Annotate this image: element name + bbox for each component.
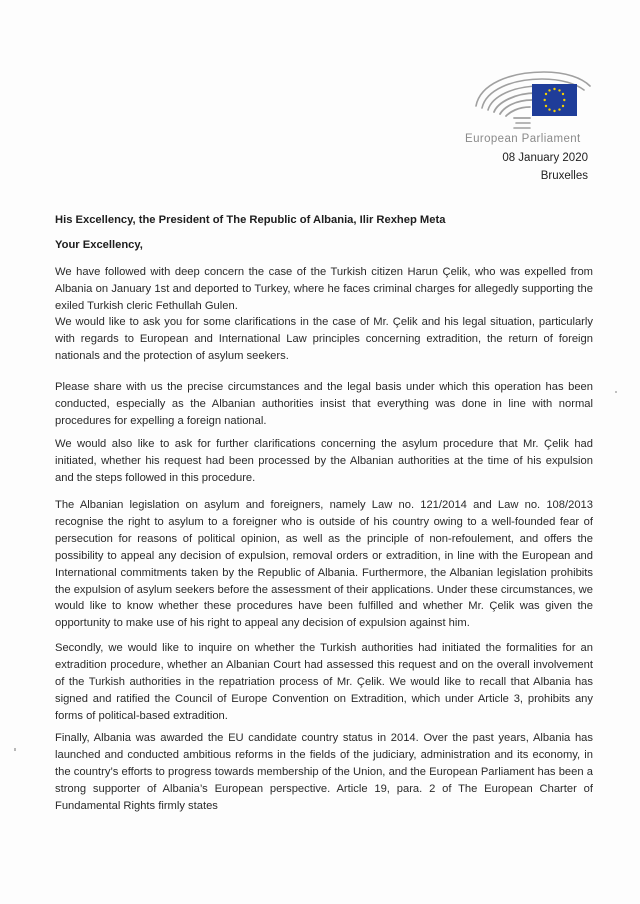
paragraph-1: We have followed with deep concern the case of the Turkish citizen Harun Çelik, who was expelled from Albania on January 1st and deported to Turkey, where he faces criminal charges for allegedly supporting the exiled Turkish cleric Fethullah Gulen. [55,266,593,312]
paragraph-2: We would like to ask you for some clarifications in the case of Mr. Çelik and his legal situation, particularly with regards to European and International Law principles concerning extradition, the return of foreign nationals and the protection of asylum seekers. [55,316,593,362]
scan-margin-mark [14,748,16,751]
paragraph-3: Please share with us the precise circumstances and the legal basis under which this operation has been conducted, especially as the Albanian authorities insist that everything was done in line with normal procedures for expelling a foreign national. [55,381,593,427]
letter-place: Bruxelles [540,170,588,182]
addressee: His Excellency, the President of The Republic of Albania, Ilir Rexhep Meta [55,214,446,226]
paragraph-7: Finally, Albania was awarded the EU candidate country status in 2014. Over the past years, Albania has launched and conducted ambitious reforms in the fields of the judiciary, administration and its economy, in the country’s efforts to progress towards membership of the Union, and the European Parliament has been a strong supporter of Albania’s European perspective. Article 19, para. 2 of The European Charter of Fundamental Rights firmly states [55,732,593,812]
paragraph-6: Secondly, we would like to inquire on whether the Turkish authorities had initiated the formalities for an extradition procedure, whether an Albanian Court had assessed this request and on the overall involvement of the Turkish authorities in the repatriation process of Mr. Çelik. We would like to recall that Albania has signed and ratified the Council of Europe Convention on Extradition, which under Article 3, prohibits any forms of political-based extradition. [55,642,593,722]
scan-dot-mark [615,391,617,393]
letter-date: 08 January 2020 [502,152,588,164]
paragraph-4: We would also like to ask for further clarifications concerning the asylum procedure that Mr. Çelik had initiated, whether his request had been processed by the Albanian authorities at the time of his expulsion and the steps followed in this procedure. [55,438,593,484]
european-parliament-hemicycle-icon [470,66,600,136]
paragraph-5: The Albanian legislation on asylum and foreigners, namely Law no. 121/2014 and Law no. 108/2013 recognise the right to asylum to a foreigner who is outside of his country owing to a well-founded fear of persecution for reasons of political opinion, as well as the principle of non-refoulement, and offers the possibility to appeal any decision of expulsion, removal orders or extradition, in line with the European and International commitments taken by the Republic of Albania. Furthermore, the Albanian legislation prohibits the expulsion of asylum seekers before the assessment of their applications. Under these circumstances, we would like to know whether these procedures have been fulfilled and whether Mr. Çelik was given the opportunity to make use of his right to appeal any decision of expulsion against him. [55,499,593,630]
salutation: Your Excellency, [55,239,143,251]
logo-caption: European Parliament [465,133,581,145]
